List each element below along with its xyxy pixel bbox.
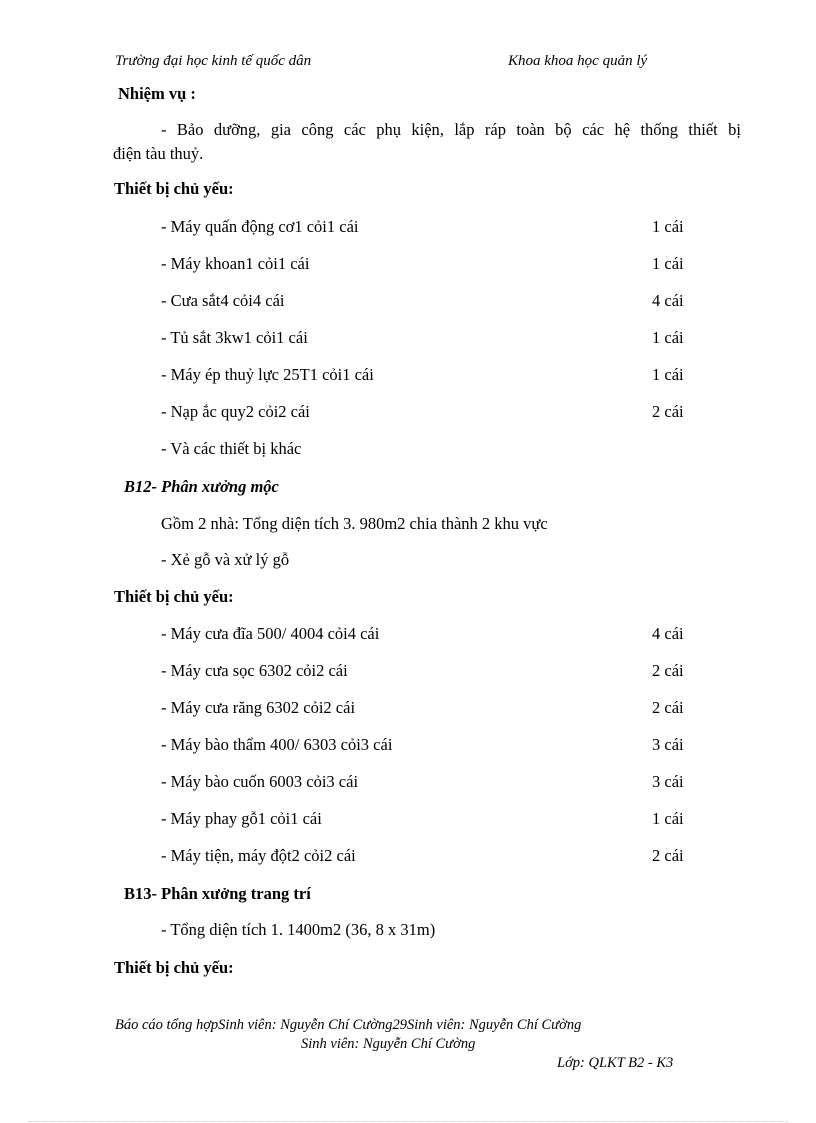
- equipment-item: - Máy cưa đĩa 500/ 4004 cỏi4 cái: [161, 624, 380, 643]
- equipment-qty: 2 cái: [652, 402, 684, 421]
- footer-student-line: Sinh viên: Nguyễn Chí Cường: [301, 1036, 476, 1052]
- equipment-item: - Nạp ắc quy2 cỏi2 cái: [161, 402, 310, 421]
- equipment-qty: 1 cái: [652, 365, 684, 384]
- footer-report-line: Báo cáo tổng hợpSinh viên: Nguyễn Chí Cường29Sinh viên: Nguyễn Chí Cường: [115, 1017, 582, 1033]
- equipment-heading-3: Thiết bị chủ yếu:: [114, 958, 234, 977]
- equipment-qty: 3 cái: [652, 735, 684, 754]
- equipment-qty: 1 cái: [652, 254, 684, 273]
- equipment-heading-1: Thiết bị chủ yếu:: [114, 179, 234, 198]
- equipment-qty: 1 cái: [652, 328, 684, 347]
- equipment-qty: 2 cái: [652, 846, 684, 865]
- footer-class-line: Lớp: QLKT B2 - K3: [557, 1055, 674, 1071]
- equipment-item: - Máy bào cuốn 6003 cỏi3 cái: [161, 772, 359, 791]
- section-title-task: Nhiệm vụ :: [118, 84, 196, 103]
- section-title-decoration: B13- Phân xưởng trang trí: [124, 884, 311, 903]
- equipment-item: - Máy ép thuỷ lực 25T1 cỏi1 cái: [161, 365, 374, 384]
- equipment-item: - Máy quấn động cơ1 cỏi1 cái: [161, 217, 359, 236]
- section-title-carpentry: B12- Phân xưởng mộc: [124, 477, 279, 496]
- header-faculty: Khoa khoa học quản lý: [508, 53, 648, 69]
- equipment-qty: 1 cái: [652, 809, 684, 828]
- equipment-item: - Cưa sắt4 cỏi4 cái: [161, 291, 285, 310]
- equipment-qty: 4 cái: [652, 624, 684, 643]
- task-paragraph-line1: - Bảo dưỡng, gia công các phụ kiện, lắp ráp toàn bộ các hệ thống thiết bị: [161, 120, 741, 139]
- equipment-qty: 1 cái: [652, 217, 684, 236]
- equipment-item: - Máy khoan1 cỏi1 cái: [161, 254, 310, 273]
- decoration-area-line: - Tổng diện tích 1. 1400m2 (36, 8 x 31m): [161, 920, 436, 939]
- header-school: Trường đại học kinh tế quốc dân: [115, 53, 312, 69]
- equipment-qty: 4 cái: [652, 291, 684, 310]
- equipment-item: - Máy cưa sọc 6302 cỏi2 cái: [161, 661, 348, 680]
- page-bottom-divider: [28, 1121, 788, 1122]
- equipment-qty: 2 cái: [652, 661, 684, 680]
- task-paragraph-line2: điện tàu thuỷ.: [113, 144, 204, 163]
- equipment-item: - Và các thiết bị khác: [161, 439, 302, 458]
- carpentry-area-line: - Xẻ gỗ và xử lý gỗ: [161, 550, 290, 569]
- equipment-item: - Máy tiện, máy đột2 cỏi2 cái: [161, 846, 356, 865]
- equipment-item: - Máy cưa răng 6302 cỏi2 cái: [161, 698, 356, 717]
- equipment-item: - Máy bào thẩm 400/ 6303 cỏi3 cái: [161, 735, 393, 754]
- equipment-item: - Máy phay gỗ1 cỏi1 cái: [161, 809, 322, 828]
- equipment-item: - Tủ sắt 3kw1 cỏi1 cái: [161, 328, 308, 347]
- equipment-heading-2: Thiết bị chủ yếu:: [114, 587, 234, 606]
- carpentry-area-line: Gồm 2 nhà: Tổng diện tích 3. 980m2 chia thành 2 khu vực: [161, 514, 548, 533]
- equipment-qty: 3 cái: [652, 772, 684, 791]
- equipment-qty: 2 cái: [652, 698, 684, 717]
